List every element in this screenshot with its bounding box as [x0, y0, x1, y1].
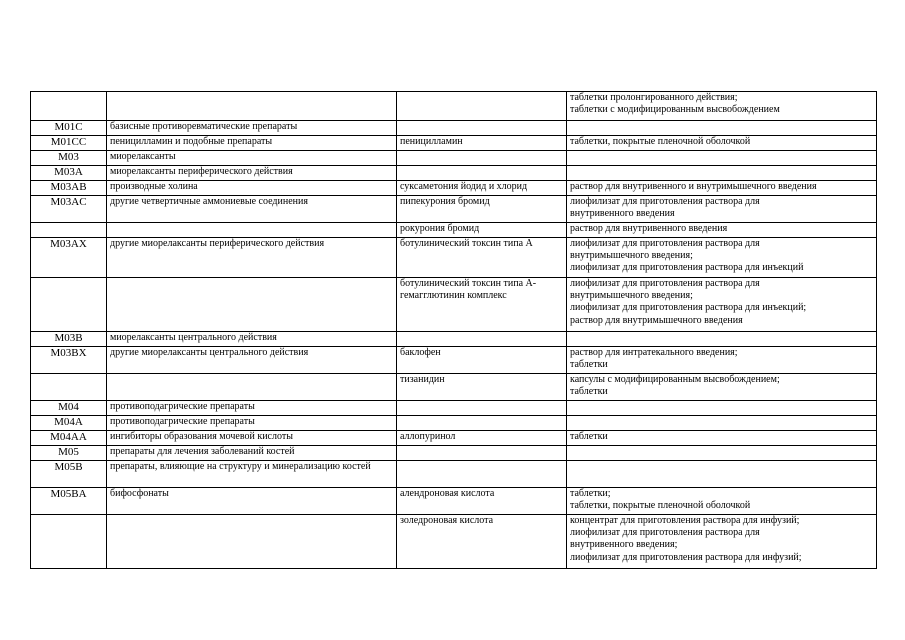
dosage-form-cell — [567, 151, 877, 166]
atc-code-cell: M05 — [31, 446, 107, 461]
dosage-form-line: лиофилизат для приготовления раствора для — [570, 196, 760, 207]
dosage-form-line: таблетки — [570, 431, 608, 442]
dosage-form-line: капсулы с модифицированным высвобождением; — [570, 374, 780, 385]
atc-code-cell: M01C — [31, 121, 107, 136]
atc-code-cell: M03 — [31, 151, 107, 166]
dosage-form-cell — [567, 181, 877, 196]
table-row — [31, 446, 877, 461]
substance-cell: алендроновая кислота — [397, 488, 567, 515]
dosage-form-cell — [567, 515, 877, 569]
atc-code-cell — [31, 515, 107, 569]
substance-cell: суксаметония йодид и хлорид — [397, 181, 567, 196]
drug-classification-table — [30, 91, 877, 569]
table-row — [31, 136, 877, 151]
table-row — [31, 92, 877, 121]
group-cell — [107, 223, 397, 238]
atc-code-cell: M04AA — [31, 431, 107, 446]
dosage-form-line: таблетки — [570, 359, 608, 371]
dosage-form-line: таблетки — [570, 386, 608, 398]
substance-cell: рокурония бромид — [397, 223, 567, 238]
atc-code-cell — [31, 92, 107, 121]
dosage-form-cell — [567, 121, 877, 136]
substance-cell: тизанидин — [397, 374, 567, 401]
table-row — [31, 223, 877, 238]
dosage-form-line: лиофилизат для приготовления раствора для — [570, 527, 760, 539]
substance-cell: пеницилламин — [397, 136, 567, 151]
group-cell: базисные противоревматические препараты — [107, 121, 397, 136]
table-row — [31, 332, 877, 347]
dosage-form-line: лиофилизат для приготовления раствора для инъекций; — [570, 302, 807, 314]
dosage-form-line: лиофилизат для приготовления раствора для — [570, 238, 760, 249]
dosage-form-cell — [567, 92, 877, 121]
dosage-form-cell — [567, 347, 877, 374]
group-cell: ингибиторы образования мочевой кислоты — [107, 431, 397, 446]
table-row — [31, 121, 877, 136]
table-row — [31, 278, 877, 332]
dosage-form-cell — [567, 166, 877, 181]
group-cell: противоподагрические препараты — [107, 401, 397, 416]
dosage-form-line: раствор для интратекального введения; — [570, 347, 738, 358]
group-cell: препараты для лечения заболеваний костей — [107, 446, 397, 461]
dosage-form-line: таблетки пролонгированного действия; — [570, 92, 738, 103]
group-cell: миорелаксанты периферического действия — [107, 166, 397, 181]
dosage-form-line: внутривенного введения; — [570, 539, 678, 551]
atc-code-cell — [31, 374, 107, 401]
group-cell: миорелаксанты центрального действия — [107, 332, 397, 347]
atc-code-cell: M03BX — [31, 347, 107, 374]
atc-code-cell: M05BA — [31, 488, 107, 515]
table-row — [31, 196, 877, 223]
dosage-form-line: раствор для внутривенного введения — [570, 223, 728, 234]
substance-cell: ботулинический токсин типа А — [397, 238, 567, 278]
atc-code-cell: M03AX — [31, 238, 107, 278]
dosage-form-line: таблетки, покрытые пленочной оболочкой — [570, 500, 751, 512]
dosage-form-cell — [567, 238, 877, 278]
table-row — [31, 461, 877, 488]
table-row — [31, 515, 877, 569]
table-row — [31, 416, 877, 431]
atc-code-cell: M01CC — [31, 136, 107, 151]
table-row — [31, 151, 877, 166]
dosage-form-cell — [567, 401, 877, 416]
substance-cell: золедроновая кислота — [397, 515, 567, 569]
dosage-form-cell — [567, 196, 877, 223]
substance-cell — [397, 166, 567, 181]
group-cell — [107, 515, 397, 569]
atc-code-cell: M05B — [31, 461, 107, 488]
group-cell: бифосфонаты — [107, 488, 397, 515]
table-row — [31, 347, 877, 374]
atc-code-cell: M03AB — [31, 181, 107, 196]
substance-cell — [397, 446, 567, 461]
substance-cell — [397, 332, 567, 347]
group-cell: другие миорелаксанты центрального действия — [107, 347, 397, 374]
dosage-form-line: раствор для внутривенного и внутримышечного введения — [570, 181, 817, 192]
dosage-form-cell — [567, 332, 877, 347]
dosage-form-line: раствор для внутримышечного введения — [570, 314, 743, 326]
group-cell — [107, 278, 397, 332]
dosage-form-line: лиофилизат для приготовления раствора для — [570, 278, 760, 289]
atc-code-cell: M03AC — [31, 196, 107, 223]
atc-code-cell: M03A — [31, 166, 107, 181]
table-row — [31, 166, 877, 181]
group-cell: другие миорелаксанты периферического действия — [107, 238, 397, 278]
substance-cell — [397, 121, 567, 136]
substance-cell — [397, 461, 567, 488]
dosage-form-cell — [567, 223, 877, 238]
substance-cell: баклофен — [397, 347, 567, 374]
table-row — [31, 401, 877, 416]
atc-code-cell: M04 — [31, 401, 107, 416]
dosage-form-line: лиофилизат для приготовления раствора для инъекций — [570, 262, 804, 274]
dosage-form-cell — [567, 488, 877, 515]
group-cell — [107, 374, 397, 401]
dosage-form-line: таблетки; — [570, 488, 611, 499]
table-row — [31, 488, 877, 515]
group-cell: пеницилламин и подобные препараты — [107, 136, 397, 151]
dosage-form-cell — [567, 461, 877, 488]
dosage-form-cell — [567, 374, 877, 401]
dosage-form-line: внутримышечного введения; — [570, 290, 693, 302]
table-row — [31, 238, 877, 278]
substance-cell: аллопуринол — [397, 431, 567, 446]
substance-cell: ботулинический токсин типа А-гемагглютинин комплекс — [397, 278, 567, 332]
atc-code-cell: M04A — [31, 416, 107, 431]
table-row — [31, 181, 877, 196]
group-cell: противоподагрические препараты — [107, 416, 397, 431]
substance-cell — [397, 416, 567, 431]
dosage-form-line: внутривенного введения — [570, 208, 675, 220]
group-cell: производные холина — [107, 181, 397, 196]
table-row — [31, 374, 877, 401]
group-cell: другие четвертичные аммониевые соединения — [107, 196, 397, 223]
atc-code-cell — [31, 223, 107, 238]
atc-code-cell: M03B — [31, 332, 107, 347]
group-cell: препараты, влияющие на структуру и минерализацию костей — [107, 461, 397, 488]
dosage-form-line: лиофилизат для приготовления раствора для инфузий; — [570, 551, 802, 563]
group-cell — [107, 92, 397, 121]
table-row — [31, 431, 877, 446]
dosage-form-line: таблетки, покрытые пленочной оболочкой — [570, 136, 751, 147]
dosage-form-cell — [567, 446, 877, 461]
dosage-form-cell — [567, 431, 877, 446]
dosage-form-cell — [567, 278, 877, 332]
group-cell: миорелаксанты — [107, 151, 397, 166]
substance-cell — [397, 401, 567, 416]
dosage-form-line: таблетки с модифицированным высвобождением — [570, 104, 780, 116]
substance-cell — [397, 151, 567, 166]
dosage-form-line: концентрат для приготовления раствора для инфузий; — [570, 515, 800, 526]
dosage-form-cell — [567, 136, 877, 151]
substance-cell: пипекурония бромид — [397, 196, 567, 223]
atc-code-cell — [31, 278, 107, 332]
dosage-form-line: внутримышечного введения; — [570, 250, 693, 262]
substance-cell — [397, 92, 567, 121]
dosage-form-cell — [567, 416, 877, 431]
